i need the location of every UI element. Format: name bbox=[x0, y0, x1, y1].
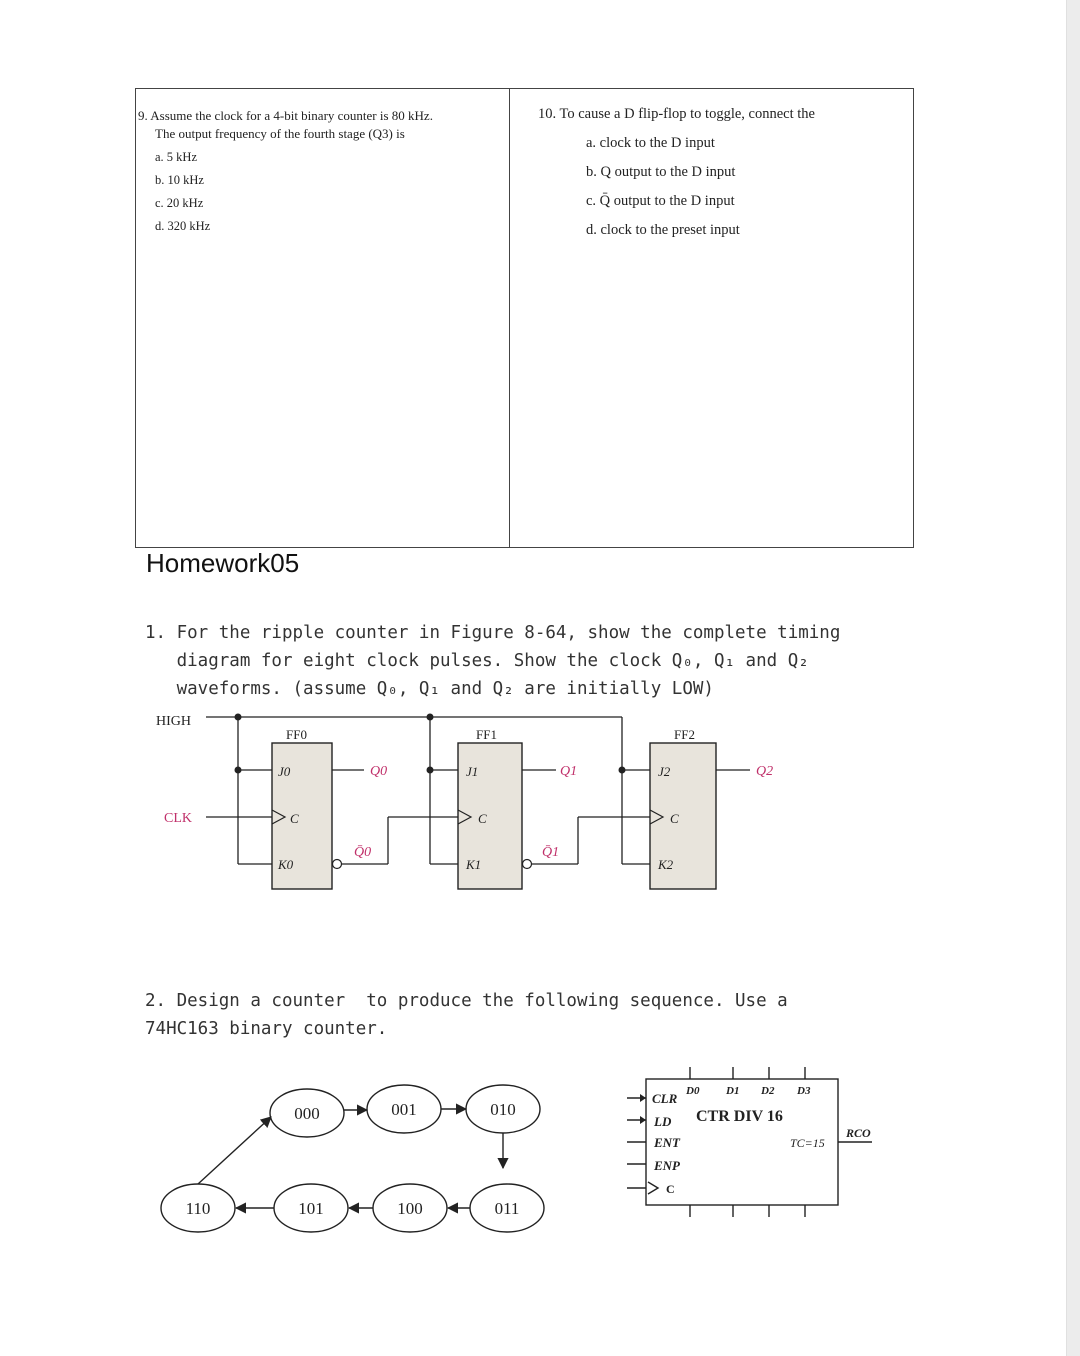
ic-c-label: C bbox=[666, 1182, 675, 1196]
ic-d0-label: D0 bbox=[686, 1085, 700, 1097]
ic-d2-label: D2 bbox=[761, 1085, 775, 1097]
ff1-c-label: C bbox=[478, 811, 487, 826]
q2-label: Q2 bbox=[756, 764, 774, 779]
q10-choice-c: c. Q̄ output to the D input bbox=[586, 193, 735, 209]
high-label: HIGH bbox=[156, 714, 191, 729]
problem-1-line: 1. For the ripple counter in Figure 8-64, show the complete timing bbox=[145, 623, 841, 643]
problem-1-line: diagram for eight clock pulses. Show the clock Q₀, Q₁ and Q₂ bbox=[145, 651, 809, 671]
ic-d3-label: D3 bbox=[797, 1085, 811, 1097]
ic-tc-label: TC=15 bbox=[790, 1136, 825, 1150]
clr-active-low-icon bbox=[640, 1094, 646, 1102]
ff0-name: FF0 bbox=[286, 727, 307, 742]
state-diagram bbox=[161, 1085, 544, 1232]
q10-stem: 10. To cause a D flip-flop to toggle, connect the bbox=[538, 106, 815, 122]
state-110-label: 110 bbox=[185, 1199, 211, 1218]
clk-label: CLK bbox=[164, 811, 192, 826]
state-011-label: 011 bbox=[494, 1199, 520, 1218]
q10-choice-a: a. clock to the D input bbox=[586, 135, 715, 151]
ld-active-low-icon bbox=[640, 1116, 646, 1124]
ic-enp-label: ENP bbox=[654, 1158, 680, 1173]
ic-ent-label: ENT bbox=[654, 1135, 680, 1150]
ff0-c-label: C bbox=[290, 811, 299, 826]
q9-stem-line1: 9. Assume the clock for a 4-bit binary counter is 80 kHz. bbox=[138, 108, 433, 123]
ff0-j-label: J0 bbox=[278, 764, 291, 779]
q1-label: Q1 bbox=[560, 764, 578, 779]
state-000-label: 000 bbox=[294, 1104, 320, 1123]
ff0-k-label: K0 bbox=[278, 857, 294, 872]
q9-choice-d: d. 320 kHz bbox=[155, 219, 211, 233]
ic-title: CTR DIV 16 bbox=[696, 1108, 783, 1125]
ff2-j-label: J2 bbox=[658, 764, 671, 779]
state-010-label: 010 bbox=[490, 1100, 516, 1119]
ff2-c-label: C bbox=[670, 811, 679, 826]
ff1-name: FF1 bbox=[476, 727, 497, 742]
problem-2-line: 74HC163 binary counter. bbox=[145, 1019, 388, 1039]
ic-clr-label: CLR bbox=[652, 1091, 678, 1106]
ic-ld-label: LD bbox=[654, 1114, 672, 1129]
ff1-j-label: J1 bbox=[466, 764, 479, 779]
ff1-k-label: K1 bbox=[466, 857, 482, 872]
ff2-name: FF2 bbox=[674, 727, 695, 742]
homework-title: Homework05 bbox=[146, 548, 300, 578]
state-100-label: 100 bbox=[397, 1199, 423, 1218]
qbar1-label: Q̄1 bbox=[542, 845, 560, 860]
q10-choice-b: b. Q output to the D input bbox=[586, 164, 736, 180]
qbar0-label: Q̄0 bbox=[354, 845, 372, 860]
q0-label: Q0 bbox=[370, 764, 388, 779]
scrollbar-track[interactable] bbox=[1066, 0, 1080, 1356]
ff2-k-label: K2 bbox=[658, 857, 674, 872]
state-101-label: 101 bbox=[298, 1199, 324, 1218]
state-001-label: 001 bbox=[391, 1100, 417, 1119]
problem-2-line: 2. Design a counter to produce the following sequence. Use a bbox=[145, 991, 788, 1011]
problem-1-line: waveforms. (assume Q₀, Q₁ and Q₂ are initially LOW) bbox=[145, 679, 714, 699]
q10-choice-d: d. clock to the preset input bbox=[586, 222, 740, 238]
q9-choice-c: c. 20 kHz bbox=[155, 196, 204, 210]
q9-choice-a: a. 5 kHz bbox=[155, 150, 197, 164]
ic-rco-label: RCO bbox=[846, 1126, 871, 1140]
q9-stem-line2: The output frequency of the fourth stage (Q3) is bbox=[155, 126, 405, 141]
q9-choice-b: b. 10 kHz bbox=[155, 173, 204, 187]
ic-d1-label: D1 bbox=[726, 1085, 740, 1097]
